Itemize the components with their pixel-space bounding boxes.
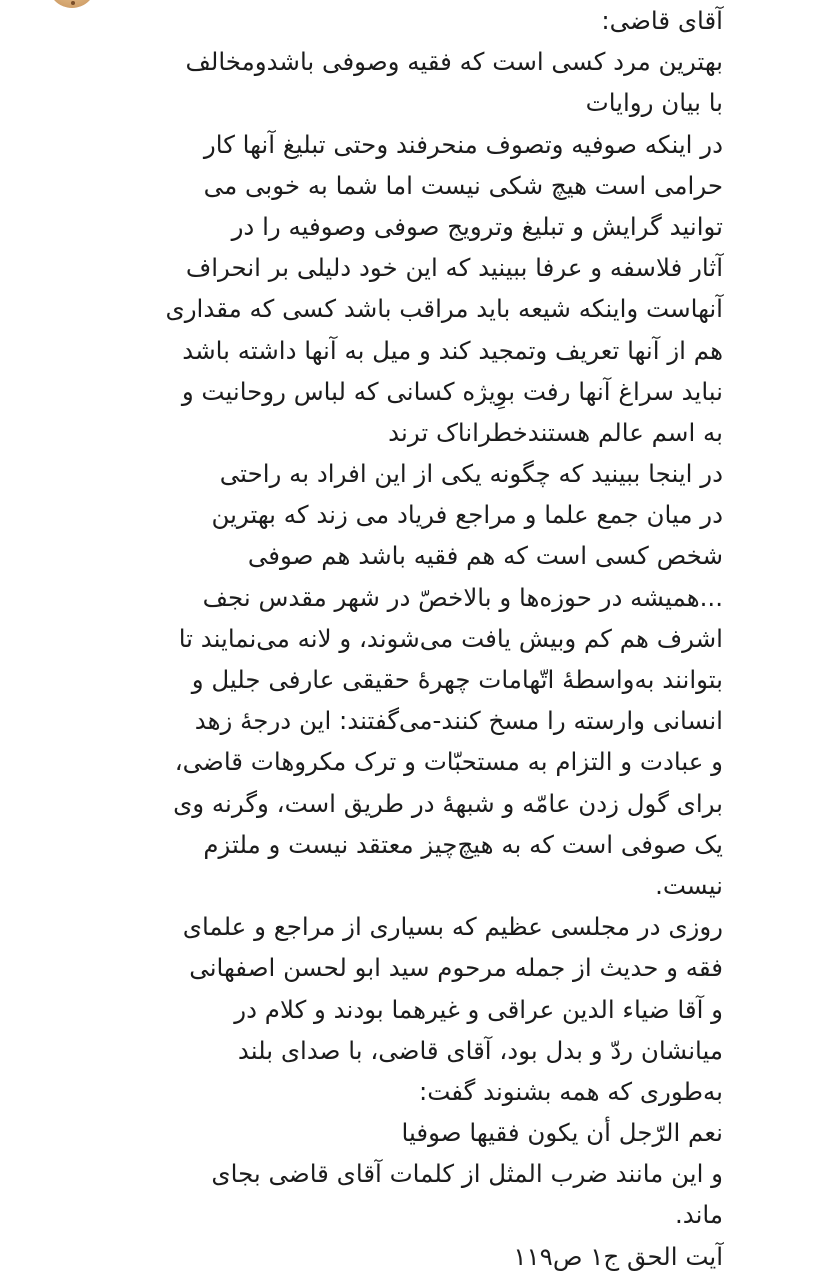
message-line: در اینکه صوفیه وتصوف منحرفند وحتی تبلیغ آنها کار: [203, 129, 723, 159]
message-line: اشرف هم کم وبیش یافت می‌شوند، و لانه می‌نمایند تا: [178, 623, 723, 653]
message-line: نیست.: [655, 870, 723, 900]
message-line: میانشان ردّ و بدل بود، آقای قاضی، با صدای بلند: [237, 1035, 723, 1065]
message-line: ماند.: [674, 1200, 723, 1230]
message-line: آنهاست واینکه شیعه باید مراقب باشد کسی که مقداری: [165, 294, 723, 324]
message-line: آثار فلاسفه و عرفا ببینید که این خود دلیلی بر انحراف: [185, 253, 723, 283]
message-line: و عبادت و التزام به مستحبّات و ترک مکروهات قاضی،: [174, 747, 723, 777]
message-line: با بیان روایات: [585, 88, 723, 118]
message-line: و این مانند ضرب المثل از کلمات آقای قاضی بجای: [211, 1159, 723, 1189]
message-line: توانید گرایش و تبلیغ وترویج صوفی وصوفیه را در: [231, 211, 723, 241]
message-line: ...همیشه در حوزه‌ها و بالاخصّ در شهر مقدس نجف: [202, 582, 723, 612]
message-line: انسانی وارسته را مسخ کنند-می‌گفتند: این درجۀ زهد: [194, 706, 723, 736]
avatar-detail: [71, 1, 75, 5]
message-line: روزی در مجلسی عظیم که بسیاری از مراجع و علمای: [182, 912, 723, 942]
message-line: هم از آنها تعریف وتمجید کند و میل به آنها داشته باشد: [182, 335, 723, 365]
message-line: به اسم عالم هستندخطراناک ترند: [388, 417, 723, 447]
message-line: بهترین مرد کسی است که فقیه وصوفی باشدومخالف: [185, 47, 723, 77]
message-line: نباید سراغ آنها رفت بوِیژه کسانی که لباس روحانیت و: [181, 376, 723, 406]
message-line: و آقا ضیاء الدین عراقی و غیرهما بودند و کلام در: [234, 994, 723, 1024]
message-line: شخص کسی است که هم فقیه باشد هم صوفی: [247, 541, 723, 571]
message-line: در اینجا ببینید که چگونه یکی از این افراد به راحتی: [219, 459, 723, 489]
message-line: برای گول زدن عامّه و شبهۀ در طریق است، وگرنه وی: [173, 788, 723, 818]
message-line: نعم الرّجل أن یکون فقیها صوفیا: [401, 1118, 723, 1148]
message-line: یک صوفی است که به هیچ‌چیز معتقد نیست و ملتزم: [203, 829, 723, 859]
message-line: آقای قاضی:: [601, 6, 723, 35]
message-line: در میان جمع علما و مراجع فریاد می زند که بهترین: [211, 500, 723, 530]
message-line: حرامی است هیچ شکی نیست اما شما به خوبی می: [203, 170, 723, 200]
message-line: به‌طوری که همه بشنوند گفت:: [418, 1076, 723, 1106]
message-text: [123, 0, 723, 1277]
message-line: فقه و حدیث از جمله مرحوم سید ابو لحسن اصفهانی: [189, 953, 723, 983]
message-line: بتوانند به‌واسطۀ اتّهامات چهرۀ حقیقی عارفی جلیل و: [191, 665, 723, 694]
message-line: آیت الحق ج۱ ص۱۱۹: [513, 1241, 723, 1271]
